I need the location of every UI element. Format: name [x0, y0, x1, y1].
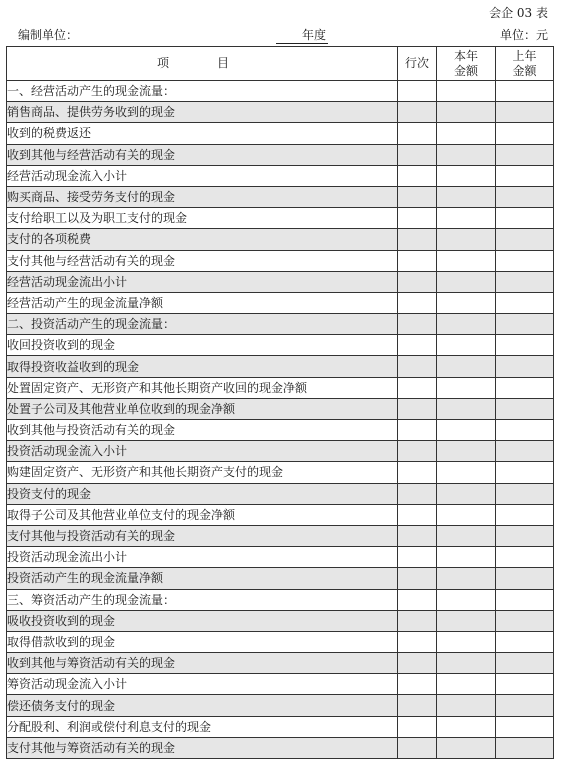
row-item-label: 处置子公司及其他营业单位收到的现金净额	[7, 398, 398, 419]
previous-year-amount-cell[interactable]	[496, 165, 554, 186]
row-number-cell	[398, 674, 437, 695]
row-number-cell	[398, 377, 437, 398]
previous-year-amount-cell[interactable]	[496, 377, 554, 398]
row-item-label: 经营活动现金流入小计	[7, 165, 398, 186]
table-header-row	[7, 47, 554, 81]
previous-year-amount-cell[interactable]	[496, 208, 554, 229]
previous-year-amount-cell[interactable]	[496, 144, 554, 165]
table-row	[7, 123, 554, 144]
item-column-header: 项 目	[7, 47, 398, 81]
row-number-cell	[398, 547, 437, 568]
row-number-cell	[398, 737, 437, 758]
previous-year-amount-cell[interactable]	[496, 737, 554, 758]
previous-year-amount-cell[interactable]	[496, 525, 554, 546]
row-number-cell	[398, 208, 437, 229]
current-year-amount-cell[interactable]	[437, 250, 496, 271]
row-number-cell	[398, 441, 437, 462]
table-row	[7, 653, 554, 674]
reporting-unit-label: 编制单位：	[18, 28, 79, 42]
row-number-cell	[398, 525, 437, 546]
row-item-label: 处置固定资产、无形资产和其他长期资产收回的现金净额	[7, 377, 398, 398]
previous-year-amount-cell[interactable]	[496, 271, 554, 292]
row-item-label: 投资活动产生的现金流量净额	[7, 568, 398, 589]
previous-year-amount-cell[interactable]	[496, 356, 554, 377]
table-row	[7, 144, 554, 165]
row-item-label: 投资支付的现金	[7, 483, 398, 504]
current-year-amount-cell[interactable]	[437, 568, 496, 589]
current-year-amount-cell[interactable]	[437, 547, 496, 568]
row-number-cell	[398, 314, 437, 335]
row-item-label: 收回投资收到的现金	[7, 335, 398, 356]
table-row	[7, 420, 554, 441]
table-row	[7, 398, 554, 419]
table-row	[7, 356, 554, 377]
table-row	[7, 462, 554, 483]
table-row	[7, 610, 554, 631]
previous-year-amount-cell[interactable]	[496, 186, 554, 207]
row-number-cell	[398, 81, 437, 102]
previous-year-amount-cell[interactable]	[496, 314, 554, 335]
row-item-label: 吸收投资收到的现金	[7, 610, 398, 631]
current-year-amount-cell[interactable]	[437, 462, 496, 483]
current-year-amount-cell[interactable]	[437, 335, 496, 356]
current-year-amount-cell[interactable]	[437, 229, 496, 250]
previous-year-amount-cell[interactable]	[496, 589, 554, 610]
table-row	[7, 716, 554, 737]
row-number-cell	[398, 398, 437, 419]
table-row	[7, 483, 554, 504]
table-row	[7, 525, 554, 546]
previous-year-amount-cell[interactable]	[496, 547, 554, 568]
form-code: 会企 03 表	[489, 6, 548, 20]
fiscal-year-field[interactable]: 年度	[276, 26, 328, 44]
current-year-amount-cell[interactable]	[437, 165, 496, 186]
current-year-amount-cell[interactable]	[437, 81, 496, 102]
row-item-label: 一、经营活动产生的现金流量：	[7, 81, 398, 102]
table-row	[7, 186, 554, 207]
table-row	[7, 292, 554, 313]
row-number-cell	[398, 144, 437, 165]
row-item-label: 经营活动产生的现金流量净额	[7, 292, 398, 313]
previous-year-amount-cell[interactable]	[496, 250, 554, 271]
row-number-cell	[398, 483, 437, 504]
row-number-cell	[398, 653, 437, 674]
row-item-label: 支付的各项税费	[7, 229, 398, 250]
table-row	[7, 314, 554, 335]
table-row	[7, 504, 554, 525]
row-item-label: 筹资活动现金流入小计	[7, 674, 398, 695]
current-year-amount-cell[interactable]	[437, 292, 496, 313]
row-item-label: 三、筹资活动产生的现金流量：	[7, 589, 398, 610]
previous-year-amount-cell[interactable]	[496, 81, 554, 102]
row-item-label: 收到其他与筹资活动有关的现金	[7, 653, 398, 674]
previous-year-amount-cell[interactable]	[496, 123, 554, 144]
previous-year-amount-cell[interactable]	[496, 610, 554, 631]
row-item-label: 投资活动现金流入小计	[7, 441, 398, 462]
row-item-label: 收到其他与经营活动有关的现金	[7, 144, 398, 165]
currency-unit-label: 单位：元	[499, 28, 548, 42]
previous-year-amount-cell[interactable]	[496, 695, 554, 716]
row-number-cell	[398, 610, 437, 631]
row-number-cell	[398, 165, 437, 186]
current-year-amount-cell[interactable]	[437, 695, 496, 716]
table-row	[7, 737, 554, 758]
row-item-label: 支付其他与经营活动有关的现金	[7, 250, 398, 271]
table-row	[7, 102, 554, 123]
table-row	[7, 208, 554, 229]
current-year-amount-cell[interactable]	[437, 525, 496, 546]
current-year-amount-cell[interactable]	[437, 186, 496, 207]
current-year-amount-cell[interactable]	[437, 674, 496, 695]
table-row	[7, 81, 554, 102]
current-year-amount-cell[interactable]	[437, 398, 496, 419]
row-item-label: 取得投资收益收到的现金	[7, 356, 398, 377]
row-number-cell	[398, 102, 437, 123]
previous-year-amount-cell[interactable]	[496, 462, 554, 483]
row-item-label: 支付其他与筹资活动有关的现金	[7, 737, 398, 758]
row-number-cell	[398, 568, 437, 589]
row-item-label: 投资活动现金流出小计	[7, 547, 398, 568]
row-number-cell	[398, 589, 437, 610]
row-item-label: 二、投资活动产生的现金流量：	[7, 314, 398, 335]
previous-year-amount-cell[interactable]	[496, 292, 554, 313]
table-row	[7, 547, 554, 568]
current-year-amount-cell[interactable]	[437, 356, 496, 377]
current-year-header-line2: 金额	[453, 63, 478, 78]
previous-year-amount-cell[interactable]	[496, 568, 554, 589]
row-number-cell	[398, 420, 437, 441]
row-item-label: 偿还债务支付的现金	[7, 695, 398, 716]
row-number-cell	[398, 271, 437, 292]
previous-year-header-line2: 金额	[512, 63, 537, 78]
previous-year-amount-cell[interactable]	[496, 504, 554, 525]
previous-year-amount-cell[interactable]	[496, 674, 554, 695]
table-row	[7, 335, 554, 356]
row-item-label: 购建固定资产、无形资产和其他长期资产支付的现金	[7, 462, 398, 483]
current-year-amount-cell[interactable]	[437, 589, 496, 610]
row-item-label: 取得借款收到的现金	[7, 631, 398, 652]
previous-year-amount-cell[interactable]	[496, 483, 554, 504]
report-meta-row	[18, 26, 552, 42]
current-year-amount-cell[interactable]	[437, 144, 496, 165]
current-year-amount-cell[interactable]	[437, 102, 496, 123]
previous-year-header-line1: 上年	[512, 48, 537, 63]
table-row	[7, 631, 554, 652]
row-number-column-header: 行次	[398, 47, 437, 81]
table-row	[7, 165, 554, 186]
row-item-label: 收到其他与投资活动有关的现金	[7, 420, 398, 441]
row-number-cell	[398, 631, 437, 652]
previous-year-amount-cell[interactable]	[496, 335, 554, 356]
table-row	[7, 229, 554, 250]
row-number-cell	[398, 229, 437, 250]
current-year-amount-cell[interactable]	[437, 483, 496, 504]
previous-year-amount-cell[interactable]	[496, 420, 554, 441]
table-row	[7, 589, 554, 610]
previous-year-amount-cell[interactable]	[496, 398, 554, 419]
row-item-label: 收到的税费返还	[7, 123, 398, 144]
current-year-amount-cell[interactable]	[437, 377, 496, 398]
row-number-cell	[398, 716, 437, 737]
row-item-label: 分配股利、利润或偿付利息支付的现金	[7, 716, 398, 737]
table-row	[7, 377, 554, 398]
previous-year-amount-cell[interactable]	[496, 441, 554, 462]
current-year-amount-cell[interactable]	[437, 314, 496, 335]
row-number-cell	[398, 504, 437, 525]
row-number-cell	[398, 186, 437, 207]
current-year-amount-cell[interactable]	[437, 208, 496, 229]
current-year-amount-cell[interactable]	[437, 420, 496, 441]
previous-year-amount-cell[interactable]	[496, 653, 554, 674]
cash-flow-table	[6, 46, 554, 759]
table-row	[7, 674, 554, 695]
table-row	[7, 568, 554, 589]
row-number-cell	[398, 356, 437, 377]
current-year-amount-cell[interactable]	[437, 610, 496, 631]
row-item-label: 经营活动现金流出小计	[7, 271, 398, 292]
current-year-amount-cell[interactable]	[437, 653, 496, 674]
row-item-label: 销售商品、提供劳务收到的现金	[7, 102, 398, 123]
row-number-cell	[398, 462, 437, 483]
previous-year-amount-cell[interactable]	[496, 229, 554, 250]
row-item-label: 支付给职工以及为职工支付的现金	[7, 208, 398, 229]
table-body	[7, 81, 554, 759]
current-year-amount-cell[interactable]	[437, 441, 496, 462]
current-year-header-line1: 本年	[453, 48, 478, 63]
current-year-amount-header	[437, 47, 496, 81]
table-row	[7, 441, 554, 462]
previous-year-amount-cell[interactable]	[496, 716, 554, 737]
previous-year-amount-cell[interactable]	[496, 102, 554, 123]
row-number-cell	[398, 123, 437, 144]
row-item-label: 支付其他与投资活动有关的现金	[7, 525, 398, 546]
current-year-amount-cell[interactable]	[437, 271, 496, 292]
table-row	[7, 271, 554, 292]
previous-year-amount-cell[interactable]	[496, 631, 554, 652]
current-year-amount-cell[interactable]	[437, 123, 496, 144]
current-year-amount-cell[interactable]	[437, 631, 496, 652]
row-item-label: 购买商品、接受劳务支付的现金	[7, 186, 398, 207]
table-row	[7, 250, 554, 271]
row-item-label: 取得子公司及其他营业单位支付的现金净额	[7, 504, 398, 525]
row-number-cell	[398, 292, 437, 313]
current-year-amount-cell[interactable]	[437, 504, 496, 525]
previous-year-amount-header	[496, 47, 554, 81]
row-number-cell	[398, 335, 437, 356]
row-number-cell	[398, 250, 437, 271]
current-year-amount-cell[interactable]	[437, 716, 496, 737]
table-row	[7, 695, 554, 716]
current-year-amount-cell[interactable]	[437, 737, 496, 758]
row-number-cell	[398, 695, 437, 716]
